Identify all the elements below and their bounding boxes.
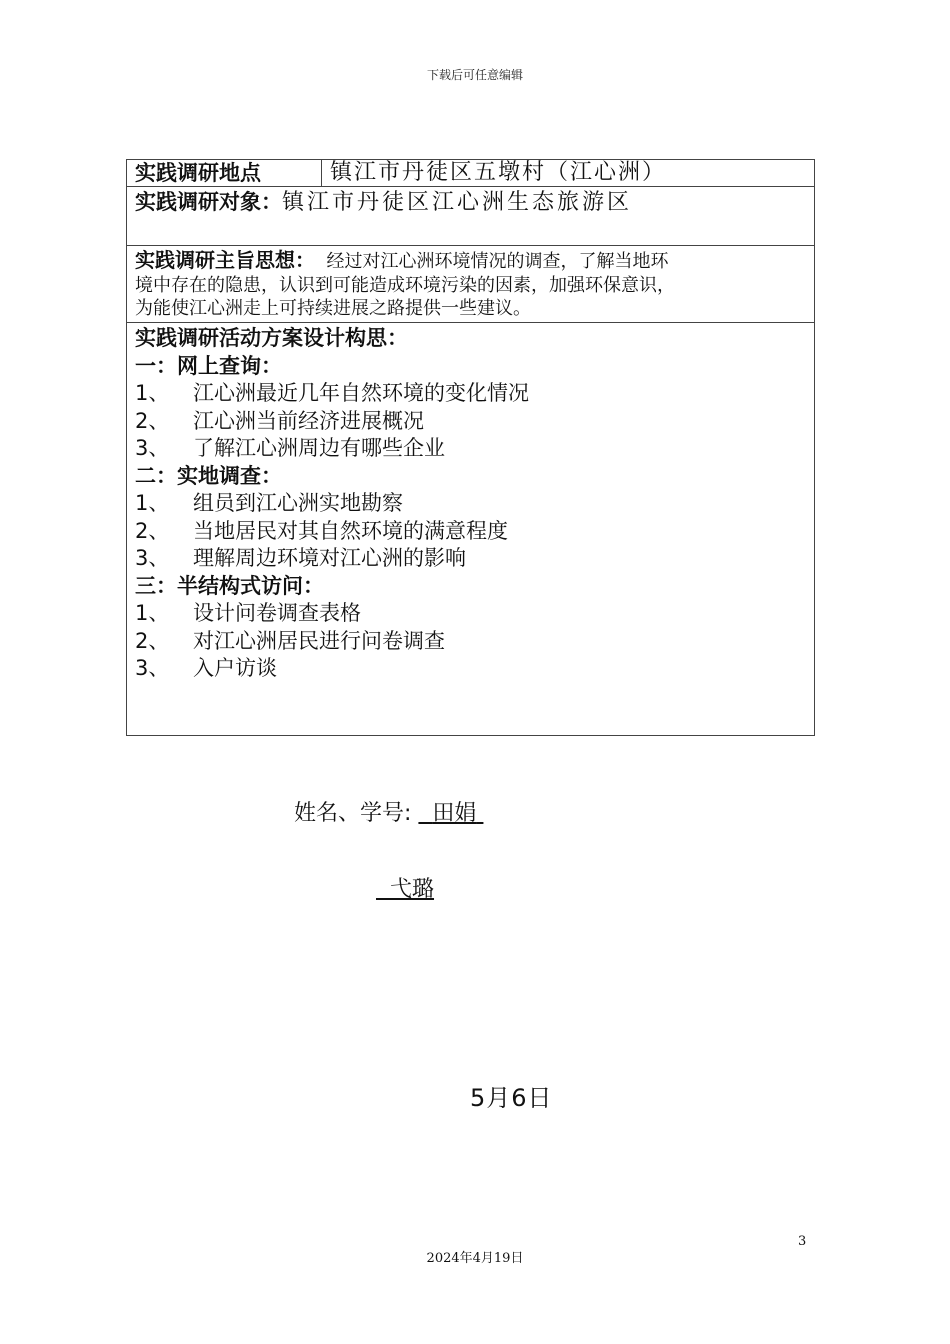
item-number: 3、 xyxy=(135,546,170,570)
list-item xyxy=(135,655,806,683)
purpose-text-1: 经过对江心洲环境情况的调查，了解当地环 xyxy=(326,251,669,272)
purpose-text-3: 为能使江心洲走上可持续进展之路提供一些建议。 xyxy=(135,298,531,319)
list-item xyxy=(135,408,806,436)
item-number: 1、 xyxy=(135,381,170,405)
item-text: 理解周边环境对江心洲的影响 xyxy=(193,546,466,570)
section1-title: 一：网上查询： xyxy=(135,353,282,378)
student-name-1-text: 田娟 xyxy=(432,801,477,826)
plan-cell xyxy=(127,323,815,736)
list-item xyxy=(135,600,806,628)
item-text: 当地居民对其自然环境的满意程度 xyxy=(193,518,508,543)
item-number: 3、 xyxy=(135,436,170,460)
footer-date: 2024年4月19日 xyxy=(426,1251,524,1266)
purpose-text-2: 境中存在的隐患，认识到可能造成环境污染的因素，加强环保意识， xyxy=(135,275,675,296)
signature-label: 姓名、学号: xyxy=(294,801,412,826)
purpose-label: 实践调研主旨思想： xyxy=(135,248,315,272)
item-text: 入户访谈 xyxy=(193,656,277,680)
list-item xyxy=(135,380,806,408)
item-text: 对江心洲居民进行问卷调查 xyxy=(193,628,445,653)
student-name-1 xyxy=(418,801,483,826)
student-name-2-text: 弋璐 xyxy=(390,877,435,902)
purpose-cell xyxy=(127,246,815,323)
target-value: 镇江市丹徒区江心洲生态旅游区 xyxy=(282,190,633,215)
item-number: 3、 xyxy=(135,656,170,680)
header-note: 下载后可任意编辑 xyxy=(426,68,523,82)
item-text: 江心洲最近几年自然环境的变化情况 xyxy=(193,381,529,405)
location-value: 镇江市丹徒区五墩村（江心洲） xyxy=(322,160,815,187)
plan-row xyxy=(127,323,815,736)
item-text: 组员到江心洲实地勘察 xyxy=(193,491,403,515)
item-text: 江心洲当前经济进展概况 xyxy=(193,408,424,433)
page-number: 3 xyxy=(798,1234,807,1249)
plan-title: 实践调研活动方案设计构思： xyxy=(135,326,408,350)
section2-title: 二：实地调查： xyxy=(135,463,282,488)
item-number: 2、 xyxy=(135,518,170,543)
list-item xyxy=(135,628,806,656)
list-item xyxy=(135,490,806,518)
location-label: 实践调研地点 xyxy=(127,160,322,187)
list-item xyxy=(135,518,806,546)
target-cell xyxy=(127,187,815,246)
student-name-2 xyxy=(376,872,434,903)
list-item xyxy=(135,545,806,573)
item-number: 1、 xyxy=(135,491,170,515)
research-plan-table xyxy=(126,159,815,736)
section3-title: 三：半结构式访问： xyxy=(135,573,324,598)
item-text: 设计问卷调查表格 xyxy=(193,601,361,625)
item-text: 了解江心洲周边有哪些企业 xyxy=(193,436,445,460)
purpose-row xyxy=(127,246,815,323)
purpose-line-1 xyxy=(135,248,806,274)
item-number: 1、 xyxy=(135,601,170,625)
item-number: 2、 xyxy=(135,628,170,653)
list-item xyxy=(135,435,806,463)
target-label: 实践调研对象： xyxy=(135,190,282,214)
item-number: 2、 xyxy=(135,408,170,433)
signature-line xyxy=(294,796,483,827)
location-row xyxy=(127,160,815,187)
target-row xyxy=(127,187,815,246)
report-date: 5月6日 xyxy=(470,1084,553,1112)
